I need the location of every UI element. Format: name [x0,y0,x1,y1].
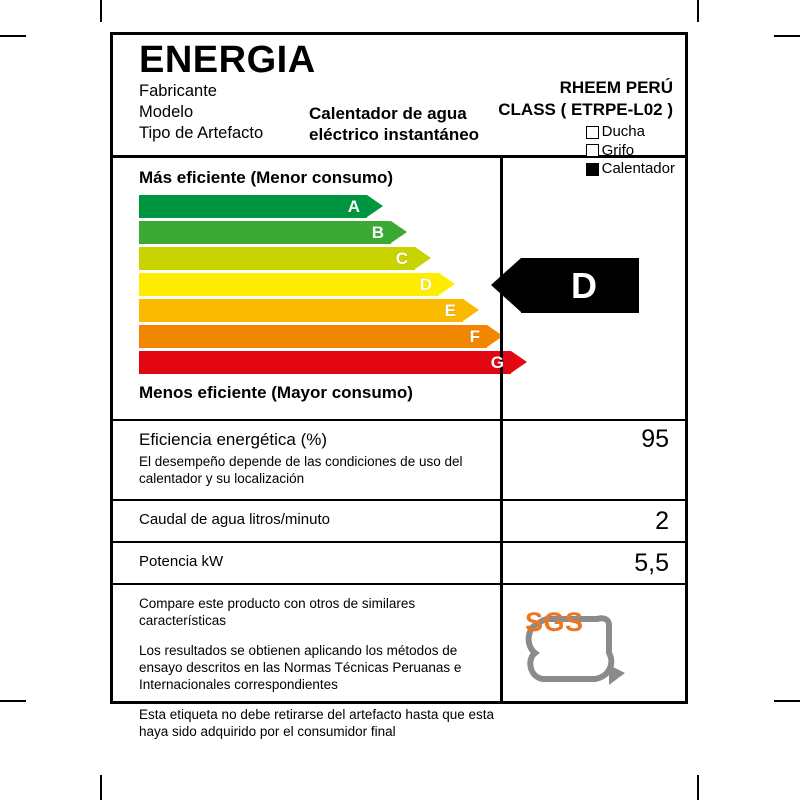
row-efficiency-title: Eficiencia energética (%) [139,430,328,449]
row-power [113,543,500,585]
crop-mark-left-bottom [0,700,26,702]
efficiency-bar-e-letter: E [444,300,456,320]
checkbox-grifo-label: Grifo [601,141,635,159]
efficiency-scale [113,158,504,421]
note-methods: Los resultados se obtienen aplicando los métodos de ensayo descritos en las Normas Técnicas Peruanas e Internacionales correspondientes [139,643,462,692]
crop-mark-top-right [697,0,699,22]
efficiency-bar-row [139,221,500,247]
efficiency-bar-g [139,351,511,374]
note-removal: Esta etiqueta no debe retirarse del artefacto hasta que esta haya sido adquirido por el consumidor final [139,707,494,739]
page-title: ENERGIA [139,39,316,81]
checkbox-calentador-label: Calentador [601,160,675,177]
row-efficiency-note: El desempeño depende de las condiciones de uso del calentador y su localización [139,454,463,486]
label-right-column [500,158,685,701]
crop-mark-right-top [774,35,800,37]
crop-mark-bottom-right [697,775,699,800]
efficiency-bar-b-letter: B [371,222,384,242]
checkbox-grifo-icon[interactable] [586,144,599,157]
efficiency-bars [139,195,504,377]
selected-class-letter: D [571,264,597,306]
efficiency-bar-c-letter: C [395,248,408,268]
efficiency-bar-row [139,351,504,377]
rating-zone [503,158,685,421]
efficiency-bar-e [139,299,463,322]
model-value: CLASS ( ETRPE-L02 ) [498,100,673,119]
tipo-artefacto-label: Tipo de Artefacto [139,124,264,142]
header-field-labels [139,81,263,144]
crop-mark-right-bottom [774,700,800,702]
value-efficiency [503,421,685,501]
crop-mark-top-left [100,0,102,22]
brand-value: RHEEM PERÚ [559,78,673,97]
scale-top-label: Más eficiente (Menor consumo) [139,168,394,187]
efficiency-bar-c [139,247,415,270]
value-efficiency-text: 95 [641,425,669,453]
checkbox-ducha-label: Ducha [601,123,645,140]
selected-class-arrow [521,258,639,313]
efficiency-bar-f [139,325,487,348]
efficiency-bar-row [139,273,500,299]
efficiency-bar-a [139,195,367,218]
value-power-text: 5,5 [634,549,669,577]
energy-label-card [110,32,688,739]
fabricante-label: Fabricante [139,82,217,100]
certifier-name: SGS [525,607,584,637]
efficiency-bar-row [139,247,500,273]
efficiency-bar-row [139,325,500,351]
row-flow [113,501,500,543]
label-body [113,158,685,739]
efficiency-bar-g-letter: G [490,352,504,372]
row-flow-title: Caudal de agua litros/minuto [139,511,330,528]
checkbox-ducha-icon[interactable] [586,126,599,139]
certifier-zone [503,585,685,725]
checkbox-row-ducha[interactable] [586,123,675,142]
efficiency-bar-a-letter: A [347,196,360,216]
note-compare: Compare este producto con otros de similares características [139,596,416,628]
crop-mark-bottom-left [100,775,102,800]
notes-block [113,585,500,761]
modelo-label: Modelo [139,103,194,121]
crop-mark-left-top [0,35,26,37]
efficiency-bar-f-letter: F [469,326,480,346]
efficiency-bar-b [139,221,391,244]
label-left-column [113,158,504,739]
appliance-type-value: Calentador de agua eléctrico instantáneo [309,104,480,144]
efficiency-bar-d [139,273,439,296]
value-flow [503,501,685,543]
row-power-title: Potencia kW [139,553,224,570]
value-flow-text: 2 [655,507,669,535]
efficiency-bar-row [139,195,500,221]
label-header [113,35,685,177]
efficiency-bar-row [139,299,500,325]
scale-bottom-label: Menos eficiente (Mayor consumo) [139,383,413,402]
value-power [503,543,685,585]
efficiency-bar-d-letter: D [419,274,432,294]
row-efficiency [113,421,500,501]
